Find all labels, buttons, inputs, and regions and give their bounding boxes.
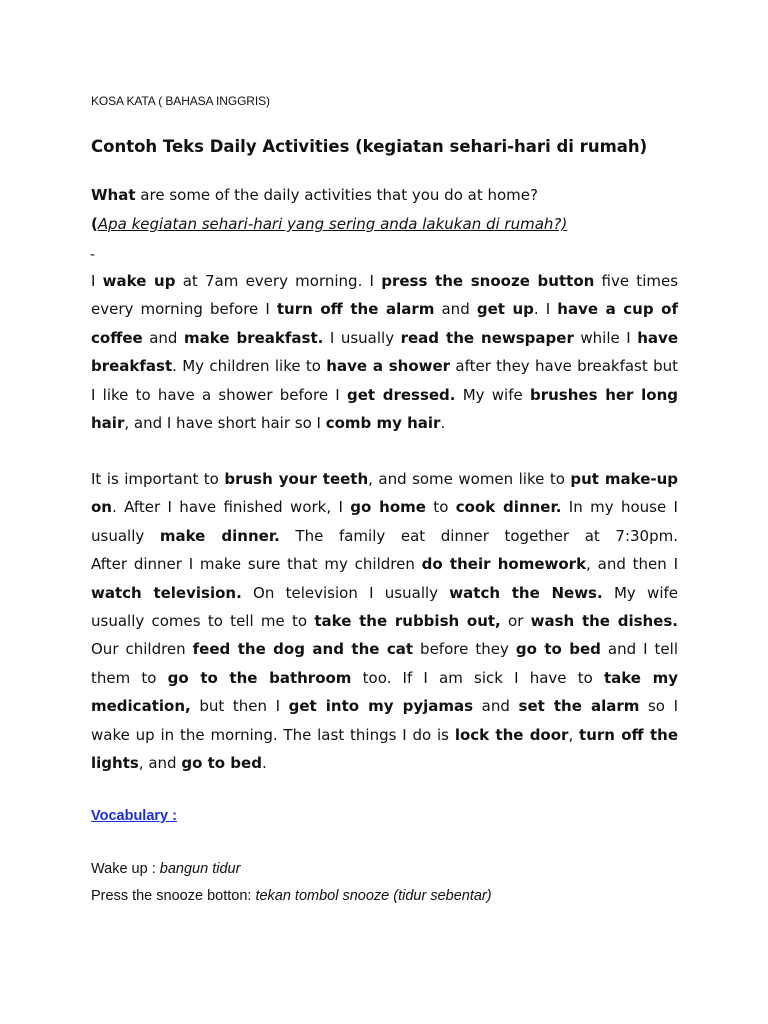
bold-phrase: get dressed. [346, 385, 456, 404]
question-heading [91, 186, 538, 204]
text-run: , and I have short hair so I [124, 413, 326, 432]
paragraph-line [91, 465, 678, 493]
vocabulary-meaning: bangun tidur [159, 861, 241, 877]
paragraph-line [91, 409, 678, 437]
text-run: . I [533, 300, 558, 319]
text-run: , and then I [586, 555, 678, 574]
paragraph-line [91, 295, 678, 323]
bold-phrase: get into my pyjamas [288, 697, 474, 716]
text-run: wake up in the morning. The last things I do is [91, 725, 455, 744]
text-run: them to [91, 668, 168, 687]
paragraph-line [91, 493, 678, 521]
text-run: every morning before I [91, 300, 277, 319]
bold-phrase: have [637, 328, 678, 347]
bold-phrase: take my [603, 668, 679, 687]
text-run: After dinner I make sure that my children [91, 555, 422, 574]
bold-phrase: lock the door [454, 725, 569, 744]
paragraph-evening [91, 465, 678, 777]
text-run: It is important to [91, 470, 225, 488]
text-run: too. If I am sick I have to [351, 668, 604, 687]
bold-phrase: lights [91, 753, 139, 772]
bold-phrase: turn off the alarm [276, 300, 435, 319]
bold-phrase: hair [91, 413, 125, 432]
bold-phrase: medication, [91, 697, 191, 716]
text-run: to [425, 498, 456, 517]
paragraph-line [91, 324, 678, 352]
text-run: after they have breakfast but [450, 357, 678, 376]
bold-phrase: press the snooze button [381, 272, 595, 290]
paragraph-line [91, 721, 678, 749]
paragraph-line [91, 522, 678, 550]
bold-phrase: take the rubbish out, [314, 611, 501, 630]
bold-phrase: have a cup of [557, 300, 678, 319]
vocabulary-term: Press the snooze botton: [91, 888, 256, 904]
vocabulary-item [91, 861, 240, 877]
bold-phrase: go to bed [181, 753, 262, 772]
bold-phrase: wash the dishes. [530, 611, 678, 630]
translation-open-paren: ( [91, 215, 98, 233]
text-run: , and [138, 753, 182, 772]
text-run: . [261, 753, 267, 772]
dash-marker: - [90, 247, 96, 263]
text-run: My wife [602, 583, 678, 602]
kosa-kata-label: KOSA KATA ( BAHASA INGGRIS) [91, 94, 270, 108]
text-run: I usually [323, 328, 401, 347]
text-run: and [142, 328, 184, 347]
bold-phrase: put make-up [570, 470, 679, 488]
bold-phrase: go to bed [515, 640, 601, 659]
text-run: at 7am every morning. I [175, 272, 382, 290]
bold-phrase: on [91, 498, 112, 517]
bold-phrase: brush your teeth [224, 470, 369, 488]
paragraph-line [91, 692, 678, 720]
bold-phrase: coffee [91, 328, 143, 347]
bold-phrase: turn off the [579, 725, 678, 744]
text-run: My wife [455, 385, 530, 404]
bold-phrase: set the alarm [518, 697, 640, 716]
translation-text: Apa kegiatan sehari-hari yang sering anda lakukan di rumah?) [97, 215, 568, 233]
question-translation [91, 215, 567, 233]
bold-phrase: go to the bathroom [167, 668, 352, 687]
text-run: In my house I [561, 498, 678, 517]
bold-phrase: go home [350, 498, 426, 517]
bold-phrase: comb my hair [325, 413, 441, 432]
text-run: and [434, 300, 477, 319]
text-run: The family eat dinner together at 7:30pm. [279, 526, 678, 545]
text-run: usually comes to tell me to [91, 611, 315, 630]
text-run: . My children like to [172, 357, 327, 376]
text-run: five times [594, 272, 679, 290]
vocabulary-term: Wake up : [91, 861, 160, 877]
text-run: and I tell [600, 640, 678, 659]
text-run: , and some women like to [368, 470, 571, 488]
text-run: I like to have a shower before I [91, 385, 347, 404]
vocabulary-heading: Vocabulary : [91, 808, 177, 824]
bold-phrase: watch the News. [449, 583, 603, 602]
question-rest: are some of the daily activities that you do at home? [135, 186, 538, 204]
bold-phrase: brushes her long [529, 385, 678, 404]
bold-phrase: watch television. [91, 583, 242, 602]
text-run: and [473, 697, 519, 716]
text-run: while I [573, 328, 638, 347]
text-run: or [500, 611, 531, 630]
bold-phrase: make dinner. [159, 526, 280, 545]
text-run: so I [639, 697, 678, 716]
text-run: but then I [190, 697, 289, 716]
paragraph-line [91, 607, 678, 635]
paragraph-morning [91, 267, 678, 437]
bold-phrase: make breakfast. [184, 328, 324, 347]
paragraph-line [91, 550, 678, 578]
bold-phrase: feed the dog and the cat [192, 640, 414, 659]
text-run: , [568, 725, 580, 744]
paragraph-line [91, 749, 678, 777]
paragraph-line [91, 352, 678, 380]
vocabulary-item [91, 888, 492, 904]
paragraph-line [91, 381, 678, 409]
question-first-word: What [91, 186, 136, 204]
paragraph-line [91, 579, 678, 607]
paragraph-line [91, 267, 678, 295]
page-title: Contoh Teks Daily Activities (kegiatan sehari-hari di rumah) [91, 137, 648, 156]
bold-phrase: have a shower [326, 357, 451, 376]
vocabulary-meaning: tekan tombol snooze (tidur sebentar) [255, 888, 492, 904]
text-run: On television I usually [241, 583, 450, 602]
bold-phrase: wake up [102, 272, 176, 290]
paragraph-line [91, 635, 678, 663]
text-run: Our children [91, 640, 193, 659]
bold-phrase: do their homework [421, 555, 587, 574]
bold-phrase: read the newspaper [400, 328, 574, 347]
bold-phrase: breakfast [91, 357, 173, 376]
paragraph-line [91, 664, 678, 692]
bold-phrase: cook dinner. [455, 498, 562, 517]
text-run: before they [413, 640, 516, 659]
text-run: usually [91, 526, 160, 545]
bold-phrase: get up [476, 300, 534, 319]
text-run: . After I have finished work, I [111, 498, 351, 517]
text-run: I [91, 272, 103, 290]
text-run: . [440, 413, 446, 432]
